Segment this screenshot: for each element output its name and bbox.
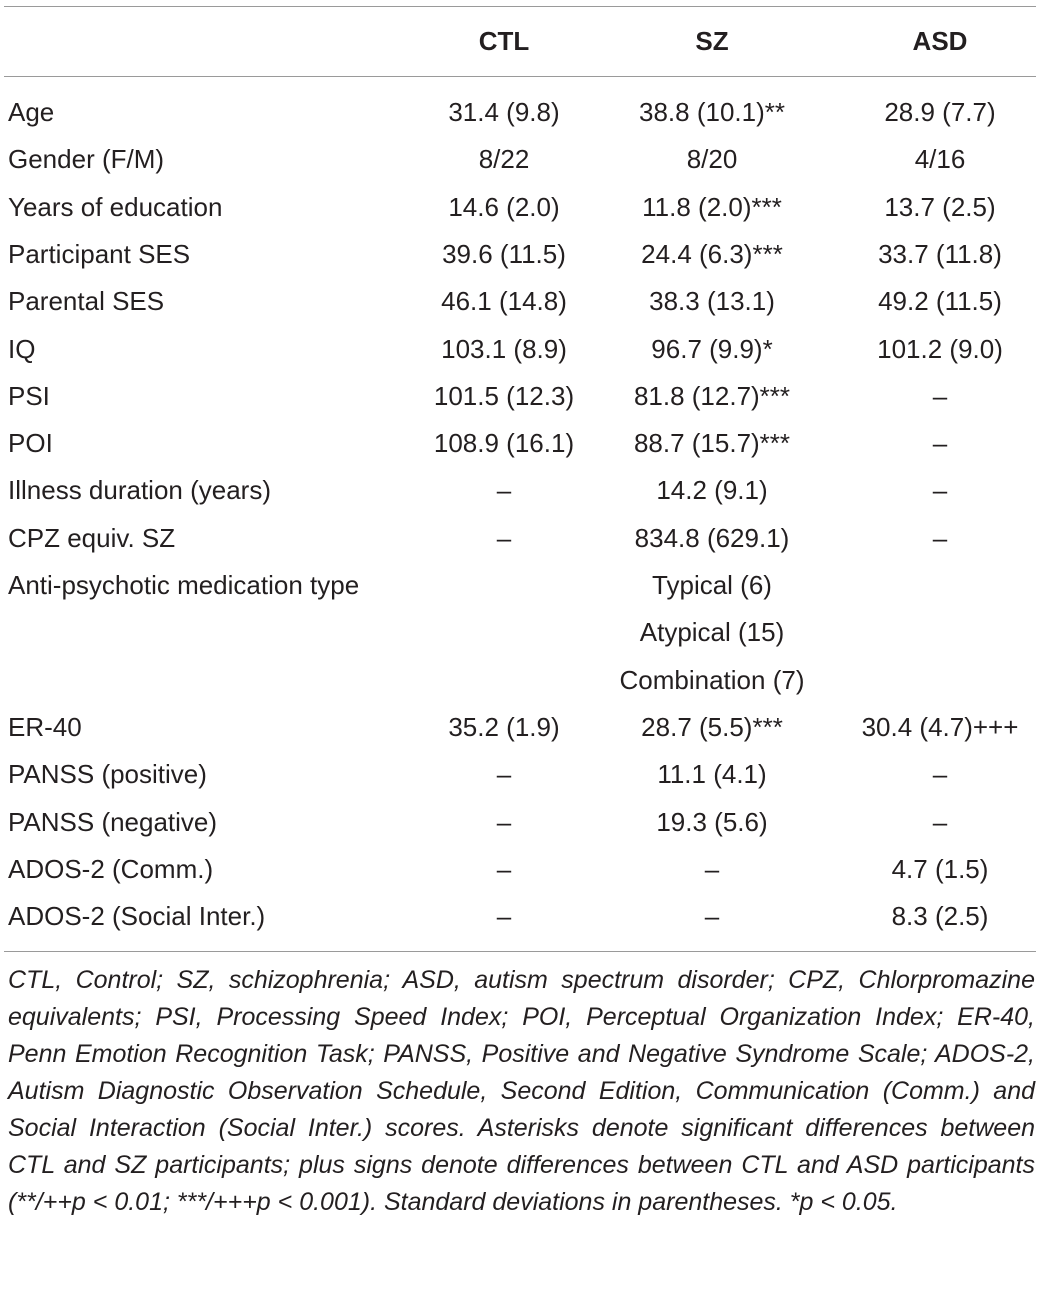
- row-label: IQ: [8, 333, 36, 364]
- table-cell-ctl: 101.5 (12.3): [433, 380, 575, 411]
- table-cell-sz: 19.3 (5.6): [656, 806, 768, 837]
- table-cell-sz: –: [704, 853, 720, 884]
- table-cell-asd: –: [932, 380, 948, 411]
- row-label: ADOS-2 (Comm.): [8, 853, 214, 884]
- table-cell-ctl: 31.4 (9.8): [448, 97, 560, 127]
- row-label: Illness duration (years): [8, 475, 271, 506]
- table-cell-ctl: –: [496, 806, 512, 837]
- row-label: POI: [8, 428, 53, 459]
- table-cell-ctl: 8/22: [478, 144, 530, 175]
- table-cell-ctl: –: [496, 853, 512, 884]
- table-cell-ctl: 39.6 (11.5): [442, 238, 566, 269]
- table-cell-sz: 11.1 (4.1): [657, 759, 767, 790]
- table-bottom-rule: [4, 951, 1036, 952]
- table-cell-sz: 14.2 (9.1): [656, 475, 768, 506]
- table-cell-sz: 28.7 (5.5)***: [641, 711, 783, 742]
- row-label: PANSS (positive): [8, 759, 207, 790]
- row-label: Participant SES: [8, 238, 191, 269]
- table-cell-ctl: 14.6 (2.0): [448, 191, 560, 222]
- table-cell-sz: Typical (6): [652, 570, 772, 600]
- table-cell-asd: 101.2 (9.0): [877, 333, 1003, 364]
- row-label: ER-40: [8, 711, 82, 742]
- table-cell-asd: 13.7 (2.5): [884, 191, 996, 222]
- row-label: CPZ equiv. SZ: [8, 522, 176, 553]
- table-cell-sz: 834.8 (629.1): [634, 522, 790, 553]
- row-label: ADOS-2 (Social Inter.): [8, 901, 266, 932]
- table-cell-asd: –: [932, 522, 948, 553]
- row-label: Parental SES: [8, 286, 165, 317]
- table-cell-ctl: –: [496, 901, 512, 932]
- row-label: PSI: [8, 380, 50, 411]
- table-cell-asd: –: [932, 759, 948, 790]
- table-cell-sz: 81.8 (12.7)***: [633, 380, 791, 411]
- table-cell-sz: 38.3 (13.1): [649, 286, 775, 317]
- table-cell-sz: Atypical (15): [639, 617, 785, 648]
- table-cell-ctl: 103.1 (8.9): [441, 333, 567, 364]
- row-label: PANSS (negative): [8, 806, 218, 837]
- row-label: Years of education: [8, 191, 223, 222]
- table-cell-sz: 88.7 (15.7)***: [633, 428, 791, 459]
- table-cell-ctl: –: [496, 522, 512, 553]
- column-header-sz: SZ: [695, 26, 729, 56]
- column-header-asd: ASD: [912, 26, 968, 56]
- table-cell-asd: 30.4 (4.7)+++: [861, 711, 1019, 742]
- table-cell-sz: –: [704, 901, 720, 932]
- table-top-rule: [4, 6, 1036, 7]
- table-cell-asd: 8.3 (2.5): [891, 901, 989, 932]
- table-cell-asd: 49.2 (11.5): [878, 286, 1002, 317]
- table-cell-sz: 96.7 (9.9)*: [651, 333, 773, 364]
- header-rule: [4, 76, 1036, 77]
- table-cell-asd: –: [932, 428, 948, 459]
- table-cell-ctl: 108.9 (16.1): [433, 428, 575, 459]
- table-cell-asd: 4.7 (1.5): [891, 853, 989, 884]
- table-cell-ctl: –: [496, 759, 512, 790]
- table-cell-sz: 24.4 (6.3)***: [641, 238, 783, 269]
- table-cell-sz: 11.8 (2.0)***: [642, 191, 782, 222]
- table-cell-sz: 38.8 (10.1)**: [639, 97, 785, 127]
- row-label: Age: [8, 97, 55, 127]
- table-cell-asd: –: [932, 475, 948, 506]
- table-cell-asd: 33.7 (11.8): [878, 238, 1002, 269]
- table-cell-ctl: –: [496, 475, 512, 506]
- table-cell-ctl: 46.1 (14.8): [441, 286, 567, 317]
- table-footnote: CTL, Control; SZ, schizophrenia; ASD, autism spectrum disorder; CPZ, Chlorpromazine equivalents; PSI, Processing Speed Index; POI, Perceptual Organization Index; ER-40, Penn Emotion Recognition Task; PANSS, Positive and Negative Syndrome Scale; ADOS-2, Autism Diagnostic Observation Schedule, Second Edition, Communication (Comm.) and Social Interaction (Social Inter.) scores. Asterisks denote significant differences between CTL and SZ participants; plus signs denote differences between CTL and ASD participants (**/++p < 0.01; ***/+++p < 0.001). Standard deviations in parentheses. *p < 0.05.: [8, 966, 1035, 1216]
- table-cell-sz: 8/20: [686, 144, 738, 175]
- row-label: Gender (F/M): [8, 144, 165, 175]
- table-cell-ctl: 35.2 (1.9): [448, 711, 560, 742]
- table-cell-asd: –: [932, 806, 948, 837]
- table-cell-asd: 28.9 (7.7): [884, 97, 996, 127]
- table-cell-asd: 4/16: [914, 144, 966, 175]
- row-label: Anti-psychotic medication type: [8, 570, 360, 600]
- table-cell-sz: Combination (7): [619, 664, 805, 695]
- column-header-ctl: CTL: [478, 26, 530, 56]
